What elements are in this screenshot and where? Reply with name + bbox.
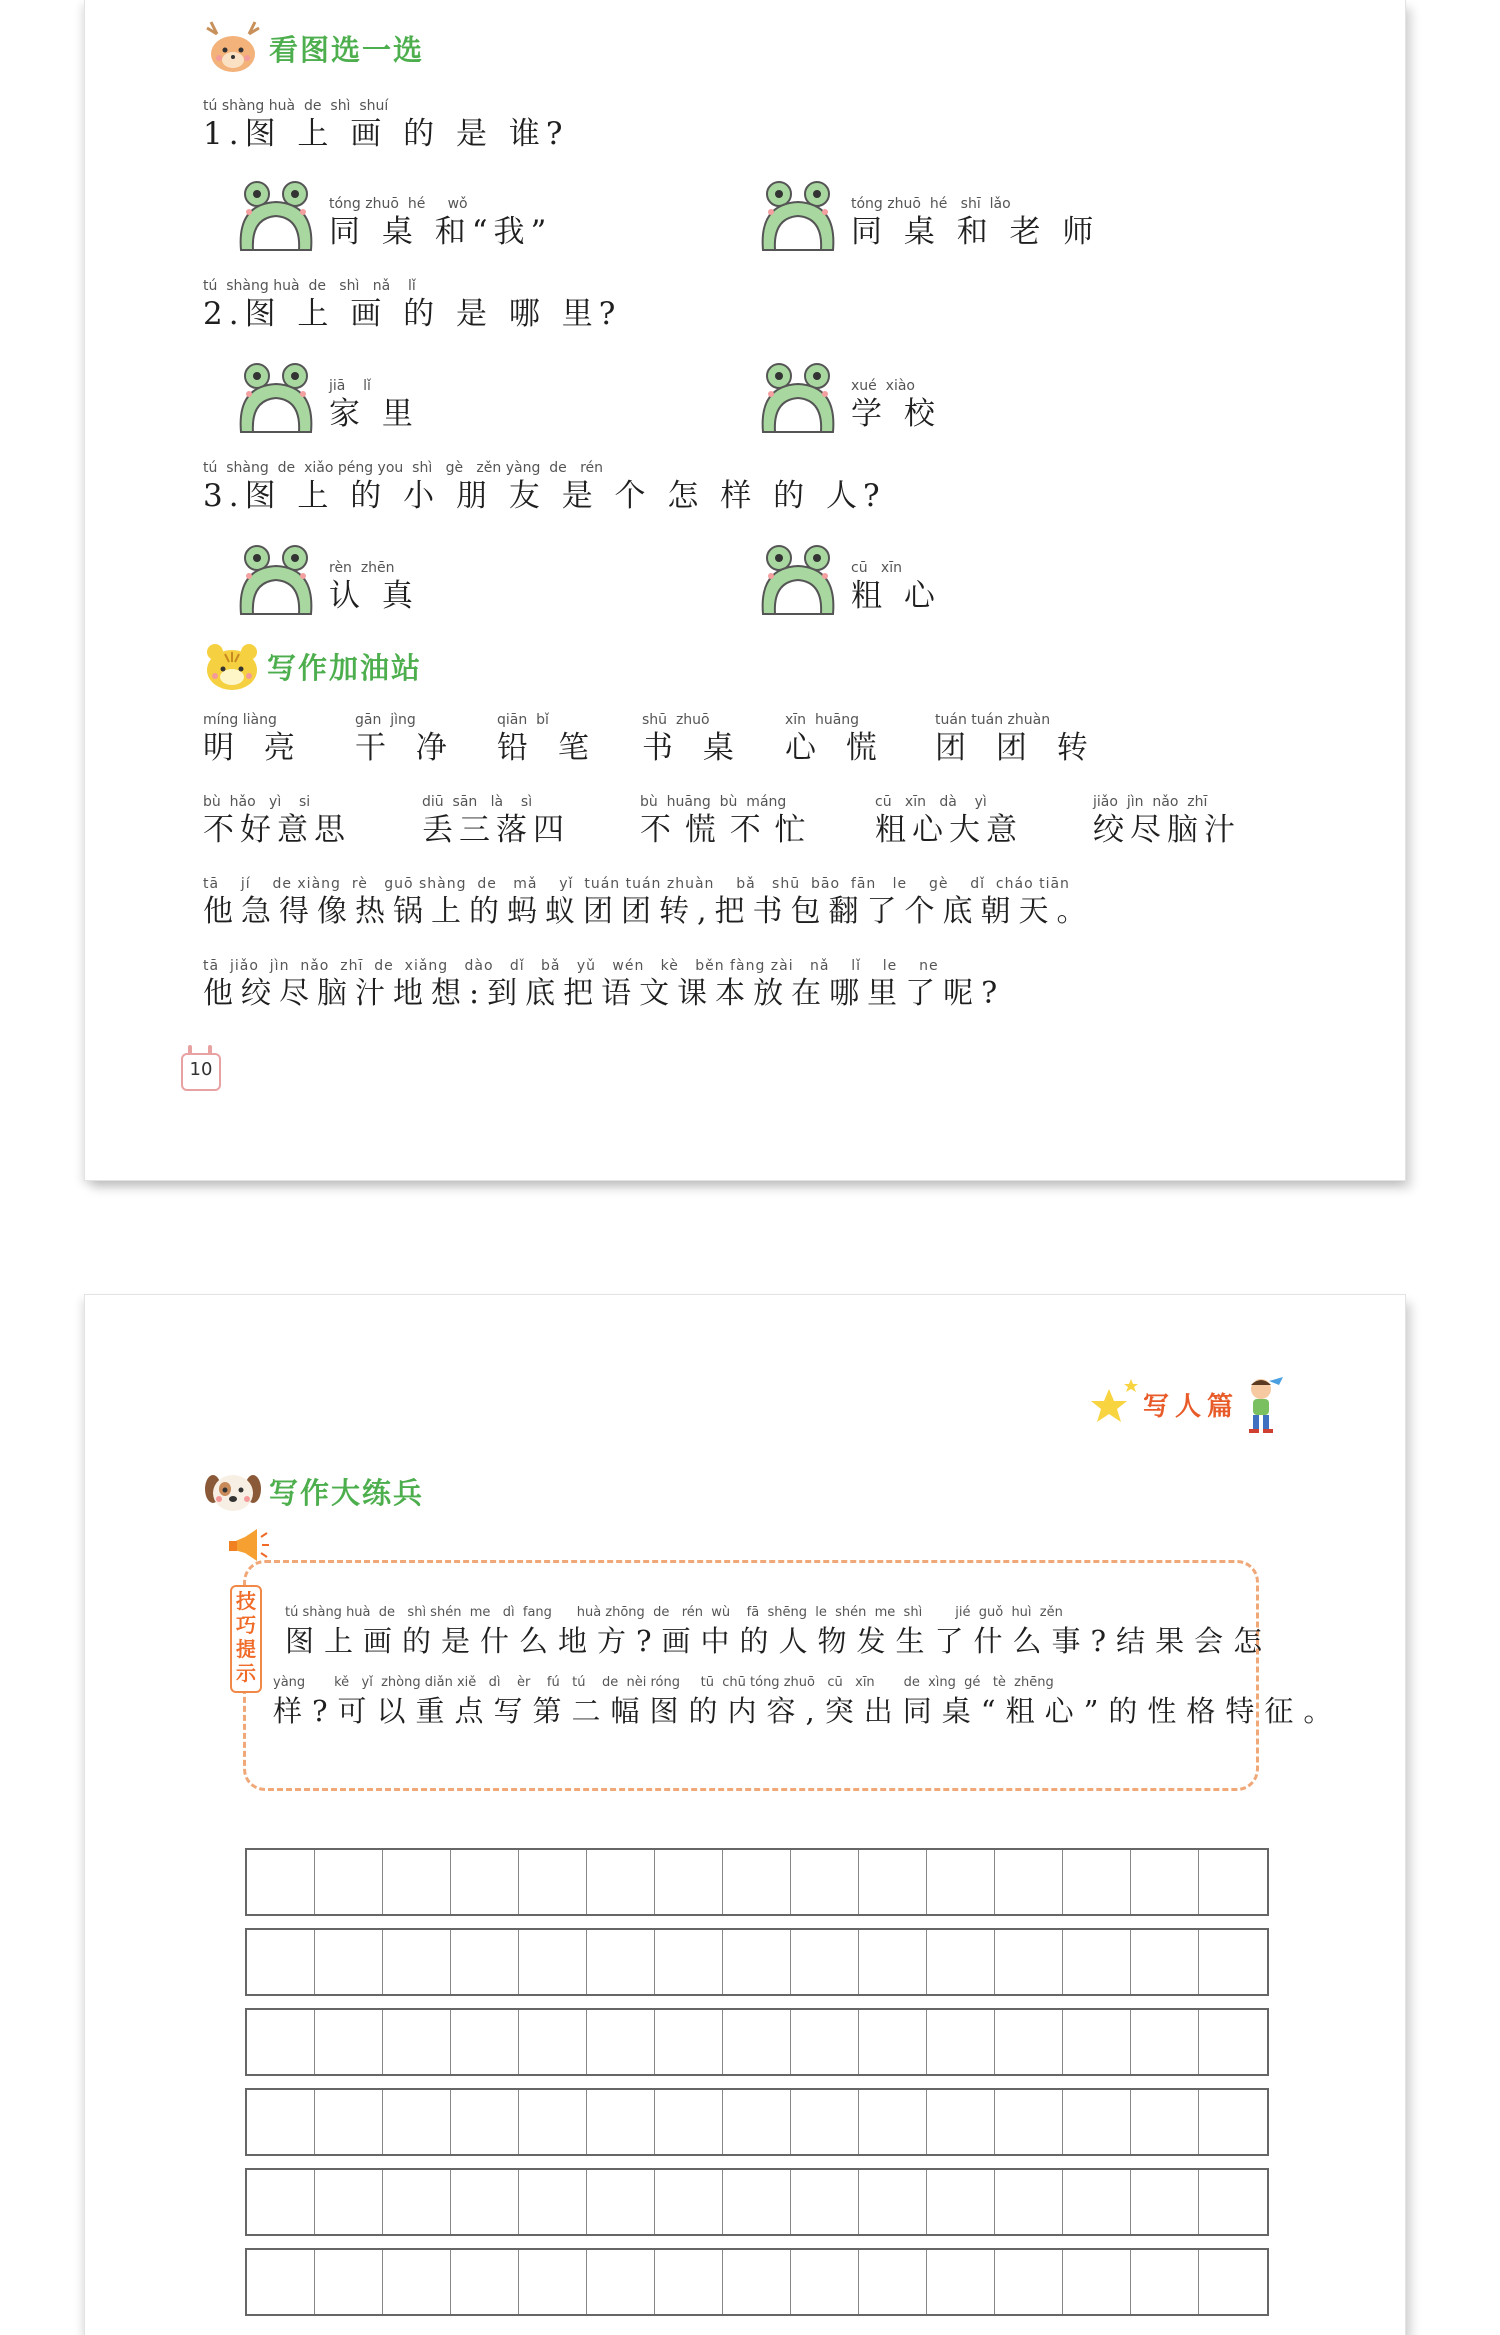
tip-text: 样?可以重点写第二幅图的内容,突出同桌“粗心”的性格特征。 xyxy=(273,1694,1343,1728)
vocab-pinyin: shū zhuō xyxy=(642,712,710,728)
grid-row[interactable] xyxy=(245,2088,1269,2156)
vocab-text: 团 团 转 xyxy=(935,730,1098,766)
section-title: 看图选一选 xyxy=(269,32,425,67)
example-sentence-2 xyxy=(203,958,1005,1014)
section-title: 写作大练兵 xyxy=(269,1475,425,1510)
vocab-idiom xyxy=(875,794,1023,850)
vocab-word xyxy=(355,712,457,768)
tip-pinyin: tú shàng huà de shì shén me dì fang huà zhōng de rén wù fā shēng le shén me shì jié guǒ huì zěn xyxy=(285,1605,1063,1620)
q3-option-2[interactable] xyxy=(851,560,941,616)
vocab-text: 粗心大意 xyxy=(875,812,1023,848)
vocab-word xyxy=(497,712,599,768)
option-text: 粗 心 xyxy=(851,578,941,614)
puppy-icon xyxy=(203,1465,263,1517)
vocab-idiom xyxy=(422,794,570,850)
tip-line-2 xyxy=(273,1675,1342,1731)
section-look-and-choose xyxy=(203,20,424,76)
option-text: 学 校 xyxy=(851,396,941,432)
vocab-idiom xyxy=(203,794,351,850)
question-text: 2.图 上 画 的 是 哪 里? xyxy=(203,296,622,332)
question-pinyin: tú shàng de xiǎo péng you shì gè zěn yàng de rén xyxy=(203,460,604,476)
grid-row[interactable] xyxy=(245,2248,1269,2316)
section-writing-station xyxy=(203,640,422,692)
tiger-icon xyxy=(203,640,261,692)
vocab-pinyin: míng liàng xyxy=(203,712,277,728)
vocab-pinyin: bù huāng bù máng xyxy=(640,794,787,810)
option-text: 家 里 xyxy=(329,396,419,432)
grid-row[interactable] xyxy=(245,1928,1269,1996)
tip-pinyin: yàng kě yǐ zhòng diǎn xiě dì èr fú tú de nèi róng tū chū tóng zhuō cū xīn de xìng gé tè zhēng xyxy=(273,1675,1054,1690)
vocab-pinyin: jiǎo jìn nǎo zhī xyxy=(1093,794,1208,810)
tip-line-1 xyxy=(285,1605,1272,1661)
vocab-pinyin: qiān bǐ xyxy=(497,712,549,728)
vocab-word xyxy=(642,712,744,768)
frog-icon[interactable] xyxy=(757,362,839,434)
section-writing-practice xyxy=(203,1465,424,1517)
option-pinyin: cū xīn xyxy=(851,560,902,576)
tip-label: 技巧提示 xyxy=(230,1585,262,1693)
workbook-page-writing-practice xyxy=(85,1295,1405,2335)
example-sentence-1 xyxy=(203,876,1095,932)
frog-icon[interactable] xyxy=(235,180,317,252)
vocab-word xyxy=(203,712,305,768)
grid-row[interactable] xyxy=(245,2168,1269,2236)
vocab-text: 不好意思 xyxy=(203,812,351,848)
q2-option-1[interactable] xyxy=(329,378,419,434)
vocab-text: 干 净 xyxy=(355,730,457,766)
vocab-idiom xyxy=(640,794,808,850)
boy-icon xyxy=(1239,1375,1285,1433)
question-3 xyxy=(203,460,886,516)
option-pinyin: xué xiào xyxy=(851,378,915,394)
sentence-pinyin: tā jiǎo jìn nǎo zhī de xiǎng dào dǐ bǎ yǔ wén kè běn fàng zài nǎ lǐ le ne xyxy=(203,958,939,974)
frog-icon[interactable] xyxy=(757,544,839,616)
vocab-text: 铅 笔 xyxy=(497,730,599,766)
vocab-text: 绞尽脑汁 xyxy=(1093,812,1241,848)
q1-option-2[interactable] xyxy=(851,196,1099,252)
vocab-text: 书 桌 xyxy=(642,730,744,766)
option-pinyin: tóng zhuō hé wǒ xyxy=(329,196,468,212)
vocab-pinyin: cū xīn dà yì xyxy=(875,794,987,810)
grid-row[interactable] xyxy=(245,1848,1269,1916)
vocab-pinyin: diū sān là sì xyxy=(422,794,533,810)
vocab-pinyin: bù hǎo yì si xyxy=(203,794,311,810)
vocab-text: 不 慌 不 忙 xyxy=(640,812,808,848)
deer-icon xyxy=(203,20,263,76)
question-pinyin: tú shàng huà de shì nǎ lǐ xyxy=(203,278,416,294)
question-text: 1.图 上 画 的 是 谁? xyxy=(203,116,569,152)
grid-row[interactable] xyxy=(245,2008,1269,2076)
vocab-word xyxy=(935,712,1098,768)
chapter-badge xyxy=(1087,1375,1285,1433)
question-text: 3.图 上 的 小 朋 友 是 个 怎 样 的 人? xyxy=(203,478,886,514)
workbook-page-10 xyxy=(85,0,1405,1180)
q1-option-1[interactable] xyxy=(329,196,552,252)
vocab-text: 明 亮 xyxy=(203,730,305,766)
option-pinyin: tóng zhuō hé shī lǎo xyxy=(851,196,1011,212)
option-pinyin: rèn zhēn xyxy=(329,560,395,576)
q3-option-1[interactable] xyxy=(329,560,419,616)
tip-text: 图上画的是什么地方?画中的人物发生了什么事?结果会怎 xyxy=(285,1624,1273,1658)
option-text: 同 桌 和“我” xyxy=(329,214,553,250)
sentence-text: 他绞尽脑汁地想:到底把语文课本放在哪里了呢? xyxy=(203,976,1006,1011)
question-1 xyxy=(203,98,568,154)
option-pinyin: jiā lǐ xyxy=(329,378,371,394)
frog-icon[interactable] xyxy=(235,544,317,616)
vocab-text: 丢三落四 xyxy=(422,812,570,848)
option-text: 同 桌 和 老 师 xyxy=(851,214,1100,250)
frog-icon[interactable] xyxy=(235,362,317,434)
question-pinyin: tú shàng huà de shì shuí xyxy=(203,98,389,114)
vocab-idiom xyxy=(1093,794,1241,850)
sentence-pinyin: tā jí de xiàng rè guō shàng de mǎ yǐ tuán tuán zhuàn bǎ shū bāo fān le gè dǐ cháo tiān xyxy=(203,876,1070,892)
vocab-word xyxy=(785,712,887,768)
vocab-pinyin: tuán tuán zhuàn xyxy=(935,712,1051,728)
vocab-pinyin: gān jìng xyxy=(355,712,416,728)
frog-icon[interactable] xyxy=(757,180,839,252)
sentence-text: 他急得像热锅上的蚂蚁团团转,把书包翻了个底朝天。 xyxy=(203,894,1095,929)
chapter-badge-text: 写人篇 xyxy=(1142,1391,1239,1422)
section-title: 写作加油站 xyxy=(267,650,423,685)
question-2 xyxy=(203,278,621,334)
star-icon xyxy=(1087,1379,1143,1429)
q2-option-2[interactable] xyxy=(851,378,941,434)
option-text: 认 真 xyxy=(329,578,419,614)
page-number-text: 10 xyxy=(189,1059,213,1080)
page-number xyxy=(181,1045,221,1089)
vocab-pinyin: xīn huāng xyxy=(785,712,860,728)
vocab-text: 心 慌 xyxy=(785,730,887,766)
